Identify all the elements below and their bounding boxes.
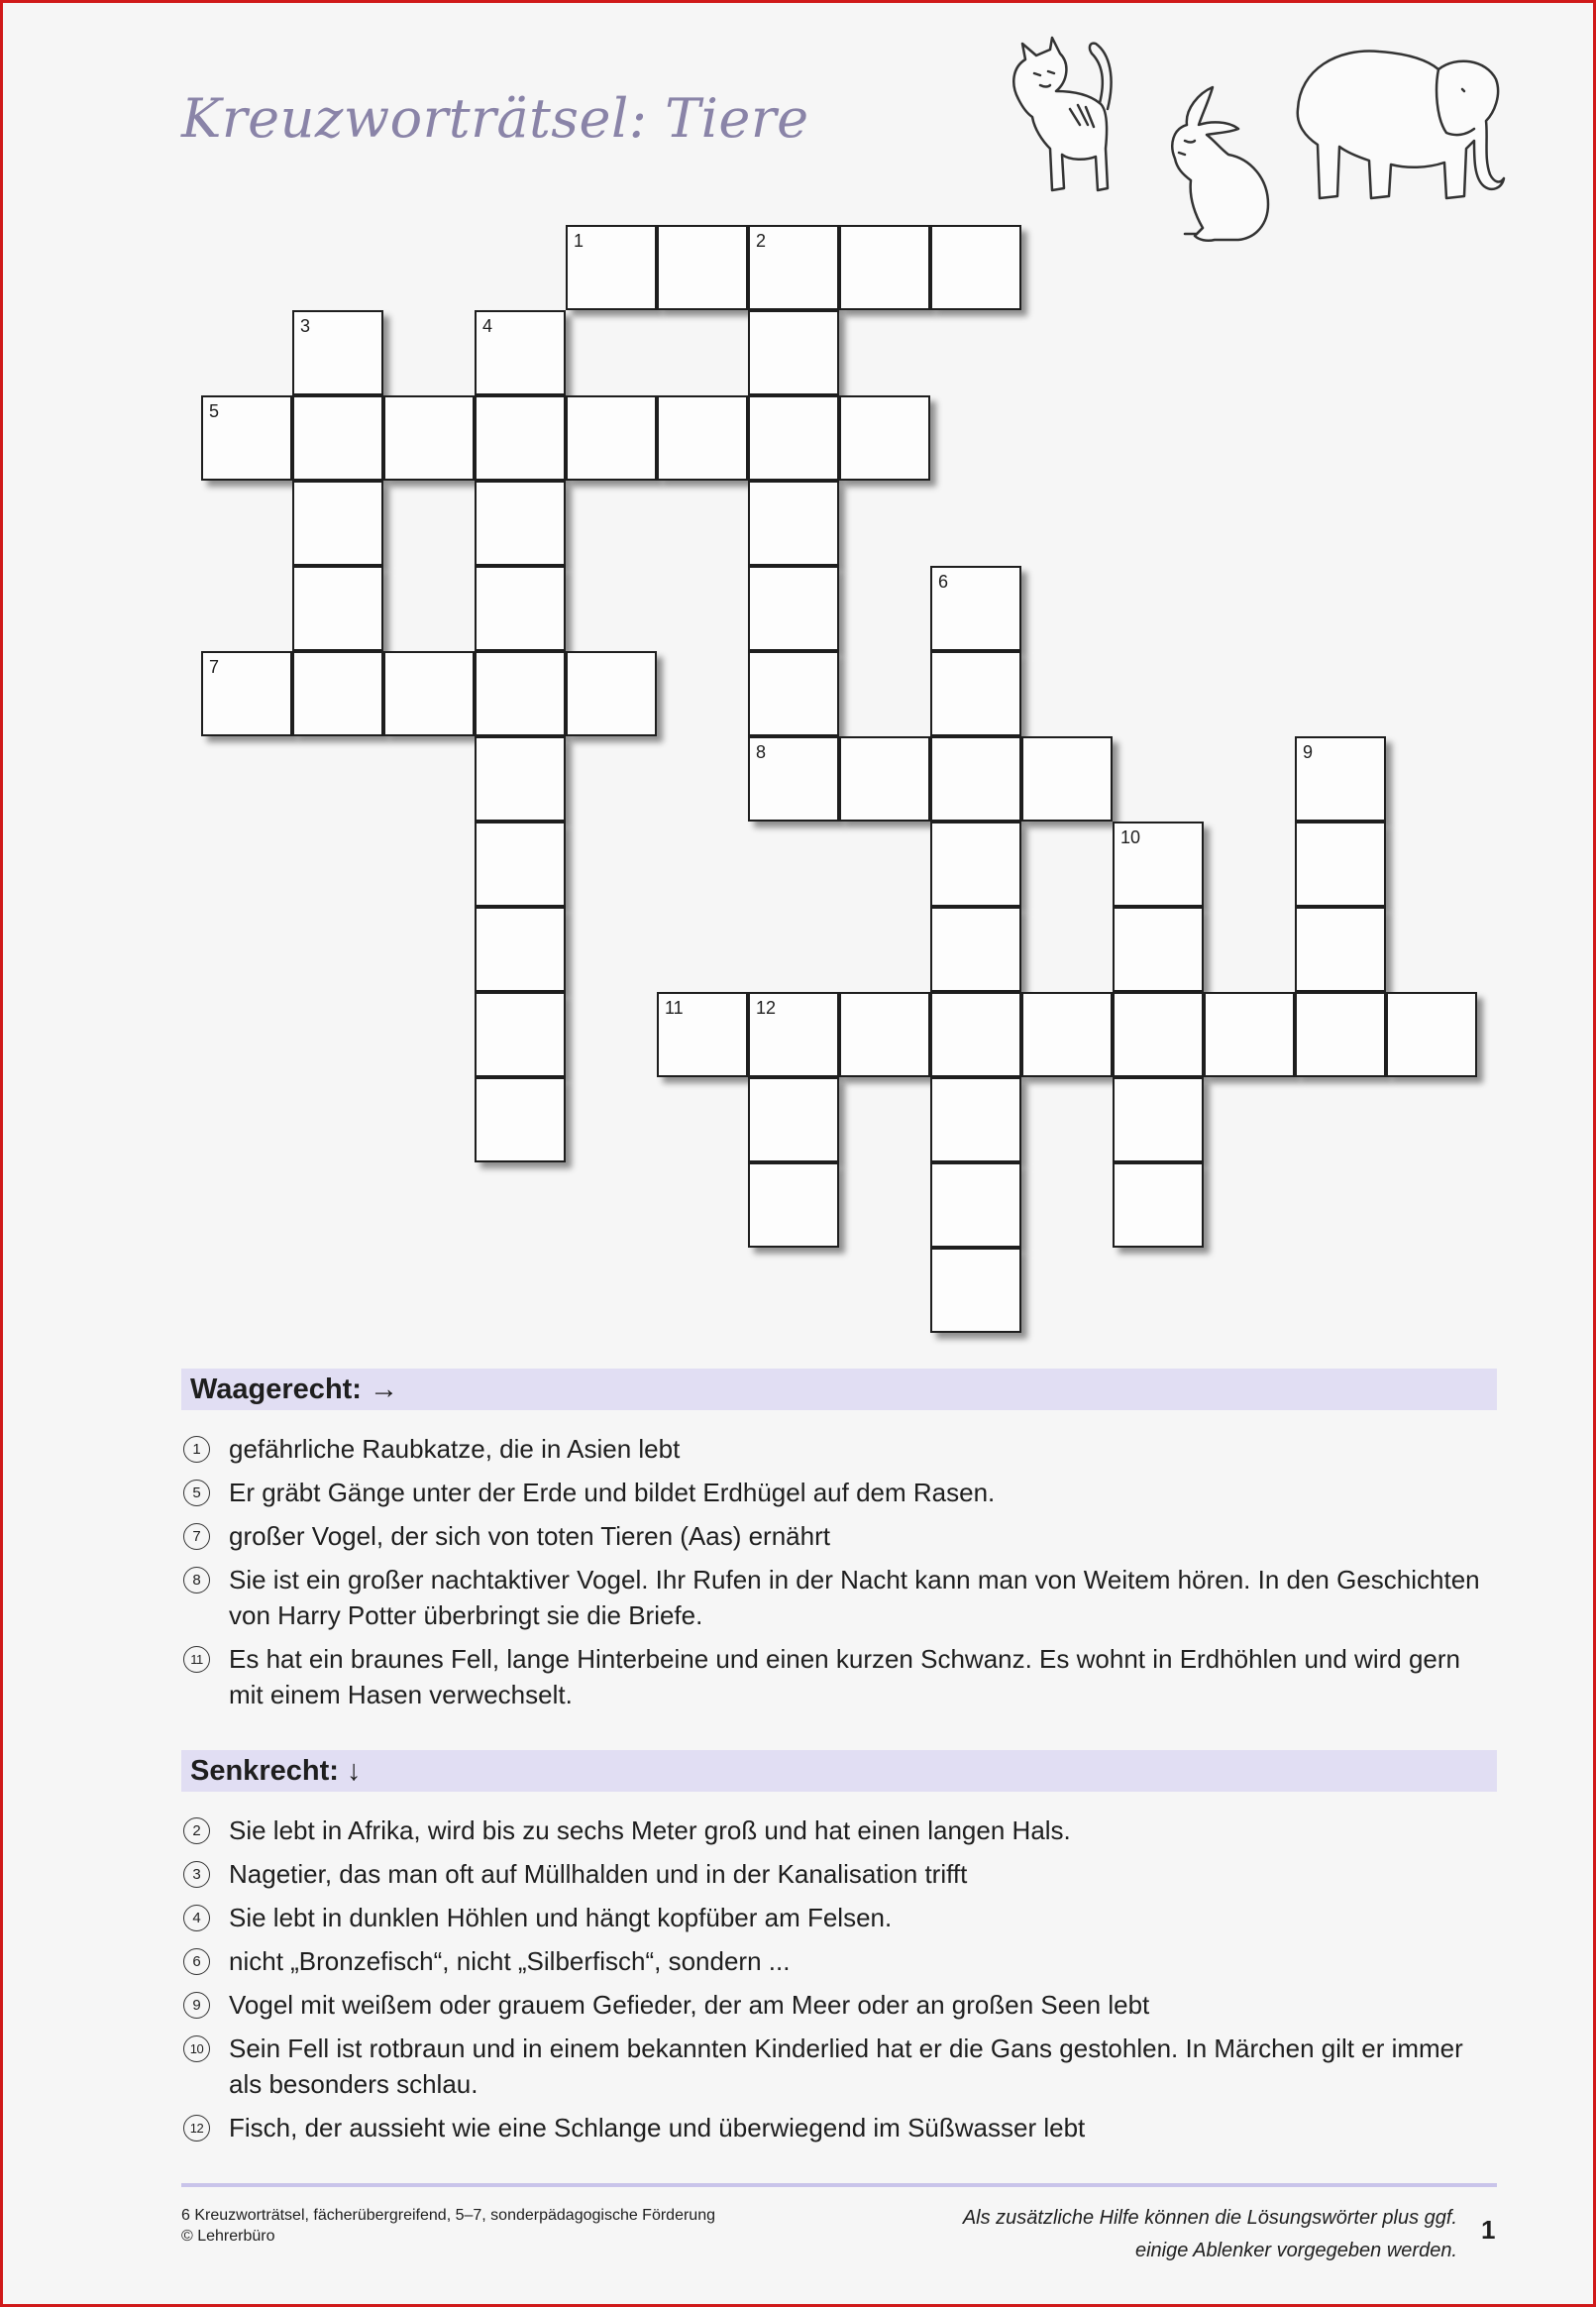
cell-number: 6 (938, 572, 949, 592)
cell-number: 1 (574, 231, 585, 251)
cell-number: 7 (209, 657, 220, 677)
down-clue (181, 1813, 1497, 1848)
grid-cell[interactable] (748, 736, 839, 822)
grid-cell[interactable] (930, 651, 1021, 736)
clue-text: Sie lebt in dunklen Höhlen und hängt kopfüber am Felsen. (229, 1903, 893, 1932)
grid-cell[interactable] (657, 225, 748, 310)
grid-cell[interactable] (475, 566, 566, 651)
grid-cell[interactable] (839, 736, 930, 822)
cell-number: 2 (756, 231, 767, 251)
down-clue (181, 1987, 1497, 2023)
clue-number-badge: 8 (183, 1567, 210, 1593)
page-number: 1 (1481, 2215, 1496, 2245)
grid-cell[interactable] (1113, 1162, 1204, 1248)
grid-cell[interactable] (930, 736, 1021, 822)
grid-cell[interactable] (748, 481, 839, 566)
clue-text: Nagetier, das man oft auf Müllhalden und in der Kanalisation trifft (229, 1859, 968, 1889)
cell-number: 5 (209, 401, 220, 421)
cell-number: 9 (1303, 742, 1314, 762)
grid-cell[interactable] (475, 481, 566, 566)
clue-text: Sie lebt in Afrika, wird bis zu sechs Meter groß und hat einen langen Hals. (229, 1815, 1071, 1845)
clue-number-badge: 3 (183, 1861, 210, 1888)
grid-cell[interactable] (930, 566, 1021, 651)
grid-cell[interactable] (566, 651, 657, 736)
cell-number: 12 (756, 998, 777, 1018)
clue-text: Sie ist ein großer nachtaktiver Vogel. Ihr Rufen in der Nacht kann man von Weitem hören. In den Geschichten von Harry Potter überbringt sie die Briefe. (229, 1565, 1480, 1630)
down-clue (181, 1856, 1497, 1892)
grid-cell[interactable] (657, 992, 748, 1077)
across-clues (181, 1431, 1497, 1720)
across-heading: Waagerecht: → (190, 1373, 399, 1405)
clue-text: Fisch, der aussieht wie eine Schlange und überwiegend im Süßwasser lebt (229, 2113, 1086, 2142)
grid-cell[interactable] (475, 1077, 566, 1162)
grid-cell[interactable] (1204, 992, 1295, 1077)
grid-cell[interactable] (292, 395, 383, 481)
grid-cell[interactable] (383, 651, 475, 736)
footer-rule (181, 2183, 1497, 2187)
clue-number-badge: 11 (183, 1646, 210, 1673)
grid-cell[interactable] (475, 310, 566, 395)
clue-number-badge: 7 (183, 1523, 210, 1550)
grid-cell[interactable] (201, 651, 292, 736)
grid-cell[interactable] (748, 566, 839, 651)
grid-cell[interactable] (748, 310, 839, 395)
cell-number: 10 (1120, 827, 1141, 847)
clue-number-badge: 9 (183, 1992, 210, 2019)
across-clue (181, 1475, 1497, 1510)
grid-cell[interactable] (201, 395, 292, 481)
down-clue (181, 1900, 1497, 1935)
grid-cell[interactable] (566, 225, 657, 310)
clue-number-badge: 5 (183, 1480, 210, 1506)
cell-number: 8 (756, 742, 767, 762)
grid-cell[interactable] (748, 651, 839, 736)
grid-cell[interactable] (292, 481, 383, 566)
grid-cell[interactable] (930, 822, 1021, 907)
grid-cell[interactable] (292, 310, 383, 395)
grid-cell[interactable] (1295, 822, 1386, 907)
grid-cell[interactable] (566, 395, 657, 481)
clue-number-badge: 10 (183, 2035, 210, 2062)
down-clue (181, 2031, 1497, 2102)
grid-cell[interactable] (748, 1077, 839, 1162)
across-clue (181, 1641, 1497, 1712)
clue-number-badge: 2 (183, 1817, 210, 1844)
clue-number-badge: 1 (183, 1436, 210, 1463)
grid-cell[interactable] (930, 225, 1021, 310)
grid-cell[interactable] (475, 907, 566, 992)
across-clue (181, 1431, 1497, 1467)
grid-cell[interactable] (748, 1162, 839, 1248)
grid-cell[interactable] (475, 992, 566, 1077)
down-heading-bar (181, 1750, 1497, 1792)
across-clue (181, 1562, 1497, 1633)
grid-cell[interactable] (839, 225, 930, 310)
grid-cell[interactable] (475, 651, 566, 736)
clue-text: Er gräbt Gänge unter der Erde und bildet Erdhügel auf dem Rasen. (229, 1478, 996, 1507)
clue-number-badge: 4 (183, 1905, 210, 1931)
grid-cell[interactable] (475, 395, 566, 481)
clue-text: nicht „Bronzefisch“, nicht „Silberfisch“, sondern ... (229, 1946, 791, 1976)
footer-source: 6 Kreuzworträtsel, fächerübergreifend, 5–7, sonderpädagogische Förderung (181, 2207, 715, 2224)
grid-cell[interactable] (839, 395, 930, 481)
grid-cell[interactable] (1113, 1077, 1204, 1162)
clue-text: gefährliche Raubkatze, die in Asien lebt (229, 1434, 681, 1464)
grid-cell[interactable] (839, 992, 930, 1077)
clue-text: Es hat ein braunes Fell, lange Hinterbeine und einen kurzen Schwanz. Es wohnt in Erdhöhlen und wird gern mit einem Hasen verwechselt. (229, 1644, 1460, 1709)
cell-number: 3 (300, 316, 311, 336)
grid-cell[interactable] (1113, 907, 1204, 992)
clue-text: Sein Fell ist rotbraun und in einem bekannten Kinderlied hat er die Gans gestohlen. In Märchen gilt er immer als besonders schlau. (229, 2033, 1463, 2099)
grid-cell[interactable] (930, 907, 1021, 992)
grid-cell[interactable] (930, 1077, 1021, 1162)
down-clues (181, 1813, 1497, 2153)
clue-number-badge: 6 (183, 1948, 210, 1975)
cell-number: 4 (482, 316, 493, 336)
down-heading: Senkrecht: ↓ (190, 1755, 362, 1787)
footer-copyright: © Lehrerbüro (181, 2228, 275, 2245)
down-clue (181, 1943, 1497, 1979)
grid-cell[interactable] (930, 992, 1021, 1077)
grid-cell[interactable] (1386, 992, 1477, 1077)
grid-cell[interactable] (1295, 907, 1386, 992)
down-clue (181, 2110, 1497, 2145)
grid-cell[interactable] (930, 1248, 1021, 1333)
grid-cell[interactable] (1021, 736, 1113, 822)
grid-cell[interactable] (1021, 992, 1113, 1077)
grid-cell[interactable] (1113, 822, 1204, 907)
cell-number: 11 (665, 998, 684, 1018)
across-clue (181, 1518, 1497, 1554)
grid-cell[interactable] (383, 395, 475, 481)
grid-cell[interactable] (292, 566, 383, 651)
grid-cell[interactable] (475, 822, 566, 907)
grid-cell[interactable] (748, 395, 839, 481)
clue-text: Vogel mit weißem oder grauem Gefieder, der am Meer oder an großen Seen lebt (229, 1990, 1150, 2020)
across-heading-bar (181, 1369, 1497, 1410)
footer-hint-line2: einige Ablenker vorgegeben werden. (1134, 2240, 1457, 2261)
page-title: Kreuzworträtsel: Tiere (181, 87, 809, 150)
grid-cell[interactable] (475, 736, 566, 822)
grid-cell[interactable] (748, 225, 839, 310)
footer-hint-line1: Als zusätzliche Hilfe können die Lösungswörter plus ggf. (962, 2207, 1457, 2229)
clue-number-badge: 12 (183, 2115, 210, 2142)
footer-credits (181, 2205, 715, 2247)
footer-hint (963, 2202, 1457, 2267)
clue-text: großer Vogel, der sich von toten Tieren (Aas) ernährt (229, 1521, 830, 1551)
grid-cell[interactable] (1295, 992, 1386, 1077)
grid-cell[interactable] (1295, 736, 1386, 822)
grid-cell[interactable] (292, 651, 383, 736)
grid-cell[interactable] (657, 395, 748, 481)
grid-cell[interactable] (1113, 992, 1204, 1077)
grid-cell[interactable] (930, 1162, 1021, 1248)
grid-cell[interactable] (748, 992, 839, 1077)
